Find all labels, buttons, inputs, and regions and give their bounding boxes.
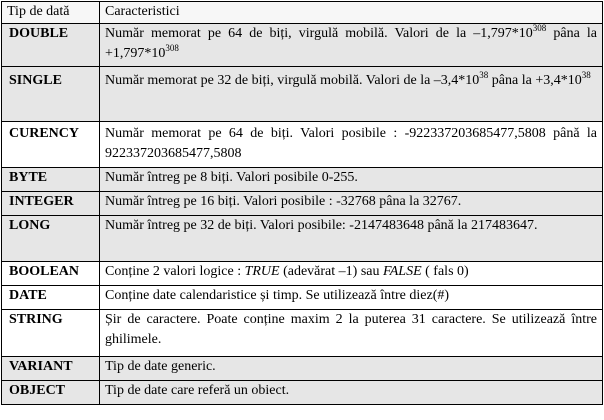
type-name: OBJECT — [2, 381, 100, 405]
type-description: Număr întreg pe 32 de biți. Valori posibile: -2147483648 până la 217483647. — [100, 216, 603, 262]
table-row — [2, 168, 603, 192]
type-description: Număr memorat pe 32 de biți, virgulă mobilă. Valori de la $-3,4*10^{38}$ pâna la $+3,4*10^{38}$ — [100, 67, 603, 122]
type-description: Conține date calendaristice și timp. Se utilizează între diez(#) — [100, 286, 603, 310]
table-row — [2, 122, 603, 168]
type-description: Număr memorat pe 64 de biți, virgulă mobilă. Valori de la $-1,797*10^{308}$ pâna la $+1,797*10^{308}$ — [100, 24, 603, 67]
table-row — [2, 262, 603, 286]
type-name: DOUBLE — [2, 24, 100, 67]
header-characteristics: Caracteristici — [100, 2, 603, 24]
type-name: LONG — [2, 216, 100, 262]
table-row — [2, 381, 603, 405]
table-row — [2, 216, 603, 262]
type-description: Șir de caractere. Poate conține maxim 2 la puterea 31 caractere. Se utilizează între ghilimele. — [100, 310, 603, 357]
type-description: Număr întreg pe 16 biți. Valori posibile : -32768 pâna la 32767. — [100, 192, 603, 216]
data-types-table — [1, 1, 603, 405]
table-row — [2, 67, 603, 122]
type-description: Conține 2 valori logice : TRUE (adevărat –1) sau FALSE ( fals 0) — [100, 262, 603, 286]
type-name: BYTE — [2, 168, 100, 192]
type-name: INTEGER — [2, 192, 100, 216]
type-name: DATE — [2, 286, 100, 310]
type-name: VARIANT — [2, 357, 100, 381]
table-row — [2, 192, 603, 216]
type-name: BOOLEAN — [2, 262, 100, 286]
table-row — [2, 24, 603, 67]
type-description: Număr întreg pe 8 biți. Valori posibile 0-255. — [100, 168, 603, 192]
type-name: SINGLE — [2, 67, 100, 122]
type-description: Tip de date care referă un obiect. — [100, 381, 603, 405]
type-name: CURENCY — [2, 122, 100, 168]
type-description: Număr memorat pe 64 de biți. Valori posibile : -922337203685477,5808 până la 922337203685477,5808 — [100, 122, 603, 168]
type-name: STRING — [2, 310, 100, 357]
table-row — [2, 310, 603, 357]
table-row — [2, 286, 603, 310]
header-row — [2, 2, 603, 24]
header-type: Tip de dată — [2, 2, 100, 24]
type-description: Tip de date generic. — [100, 357, 603, 381]
table-row — [2, 357, 603, 381]
